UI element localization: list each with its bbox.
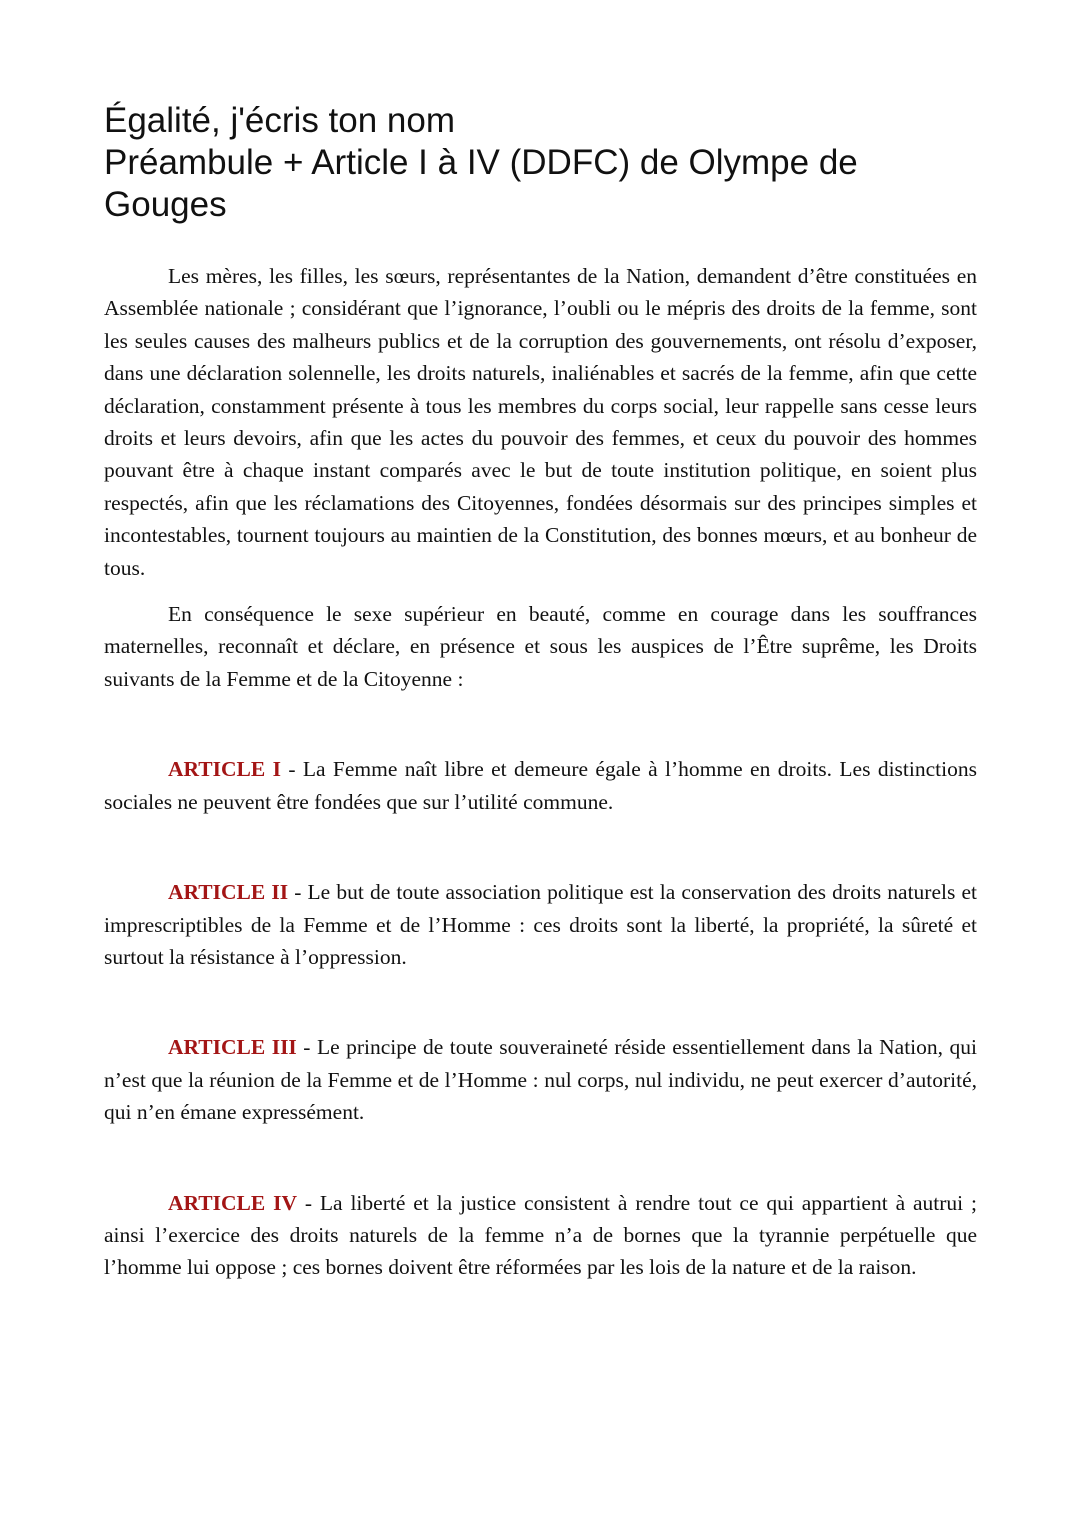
article-2-text: - Le but de toute association politique est la conservation des droits naturels et imprescriptibles de la Femme et de l’Homme : ces droits sont la liberté, la propriété, la sûreté et surtout la résistance à l’oppression.	[104, 880, 977, 969]
document-title	[104, 100, 977, 226]
article-1-label: ARTICLE I	[168, 757, 281, 782]
article-3	[104, 1031, 977, 1128]
article-3-text: - Le principe de toute souveraineté réside essentiellement dans la Nation, qui n’est que la réunion de la Femme et de l’Homme : nul corps, nul individu, ne peut exercer d’autorité, qui n’en émane expressément.	[104, 1035, 977, 1125]
title-line-2: Préambule + Article I à IV (DDFC) de Olympe de Gouges	[104, 143, 858, 224]
article-1	[104, 753, 977, 818]
title-line-1: Égalité, j'écris ton nom	[104, 101, 456, 140]
article-1-text: - La Femme naît libre et demeure égale à l’homme en droits. Les distinctions sociales ne peuvent être fondées que sur l’utilité commune.	[104, 757, 977, 814]
article-2	[104, 876, 977, 973]
preamble-paragraph-1: Les mères, les filles, les sœurs, représentantes de la Nation, demandent d’être constituées en Assemblée nationale ; considérant que l’ignorance, l’oubli ou le mépris des droits de la femme, sont les seules causes des malheurs publics et de la corruption des gouvernements, ont résolu d’exposer, dans une déclaration solennelle, les droits naturels, inaliénables et sacrés de la femme, afin que cette déclaration, constamment présente à tous les membres du corps social, leur rappelle sans cesse leurs droits et leurs devoirs, afin que les actes du pouvoir des femmes, et ceux du pouvoir des hommes pouvant être à chaque instant comparés avec le but de toute institution politique, en soient plus respectés, afin que les réclamations des Citoyennes, fondées désormais sur des principes simples et incontestables, tournent toujours au maintien de la Constitution, des bonnes mœurs, et au bonheur de tous.	[104, 264, 977, 580]
article-2-label: ARTICLE II	[168, 880, 289, 905]
article-4-label: ARTICLE IV	[168, 1190, 297, 1215]
preamble-paragraph-2: En conséquence le sexe supérieur en beauté, comme en courage dans les souffrances maternelles, reconnaît et déclare, en présence et sous les auspices de l’Être suprême, les Droits suivants de la Femme et de la Citoyenne :	[104, 602, 977, 691]
article-3-label: ARTICLE III	[168, 1035, 297, 1060]
document-page	[104, 100, 977, 1284]
article-4-text: - La liberté et la justice consistent à rendre tout ce qui appartient à autrui ; ainsi l’exercice des droits naturels de la femme n’a de bornes que la tyrannie perpétuelle que l’homme lui oppose ; ces bornes doivent être réformées par les lois de la nature et de la raison.	[104, 1190, 977, 1280]
article-4	[104, 1187, 977, 1284]
